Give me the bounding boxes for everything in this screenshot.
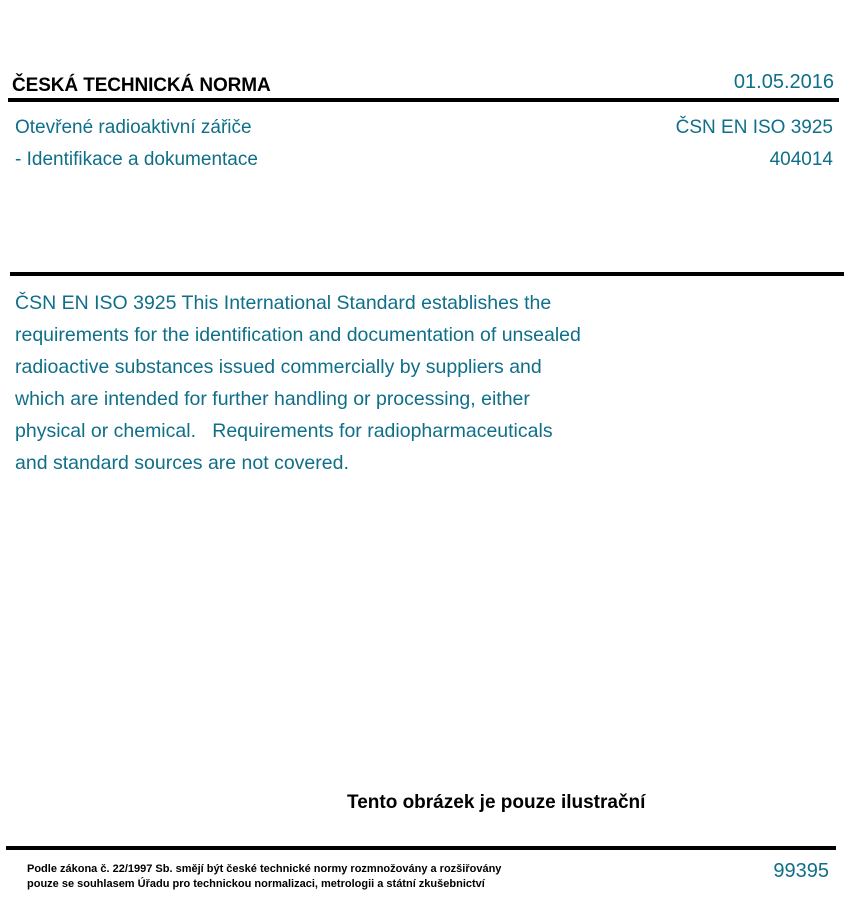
legal-notice-line: Podle zákona č. 22/1997 Sb. smějí být české technické normy rozmnožovány a rozšiřovány [27,863,502,875]
legal-notice-line: pouze se souhlasem Úřadu pro technickou normalizaci, metrologii a státní zkušebnictví [27,878,485,890]
abstract-line: physical or chemical. Requirements for radiopharmaceuticals [15,420,553,442]
abstract-line: requirements for the identification and documentation of unsealed [15,324,581,346]
abstract-text [15,287,655,479]
standard-title-line-1: Otevřené radioaktivní zářiče [15,117,252,138]
footer-divider [6,846,836,850]
document-number: 99395 [773,860,829,882]
abstract-line: which are intended for further handling or processing, either [15,388,530,410]
legal-notice [27,862,501,892]
abstract-line: and standard sources are not covered. [15,452,349,474]
section-divider [10,272,844,276]
standard-title-line-2: - Identifikace a dokumentace [15,149,258,170]
classification-number: 404014 [769,149,833,170]
abstract-line: ČSN EN ISO 3925 This International Standard establishes the [15,292,552,314]
header-divider [8,98,839,102]
standard-code: ČSN EN ISO 3925 [675,117,833,138]
abstract-line: radioactive substances issued commercially by suppliers and [15,356,542,378]
norm-type-heading: ČESKÁ TECHNICKÁ NORMA [12,75,271,96]
publication-date: 01.05.2016 [733,71,834,93]
illustrative-notice: Tento obrázek je pouze ilustrační [347,792,646,813]
